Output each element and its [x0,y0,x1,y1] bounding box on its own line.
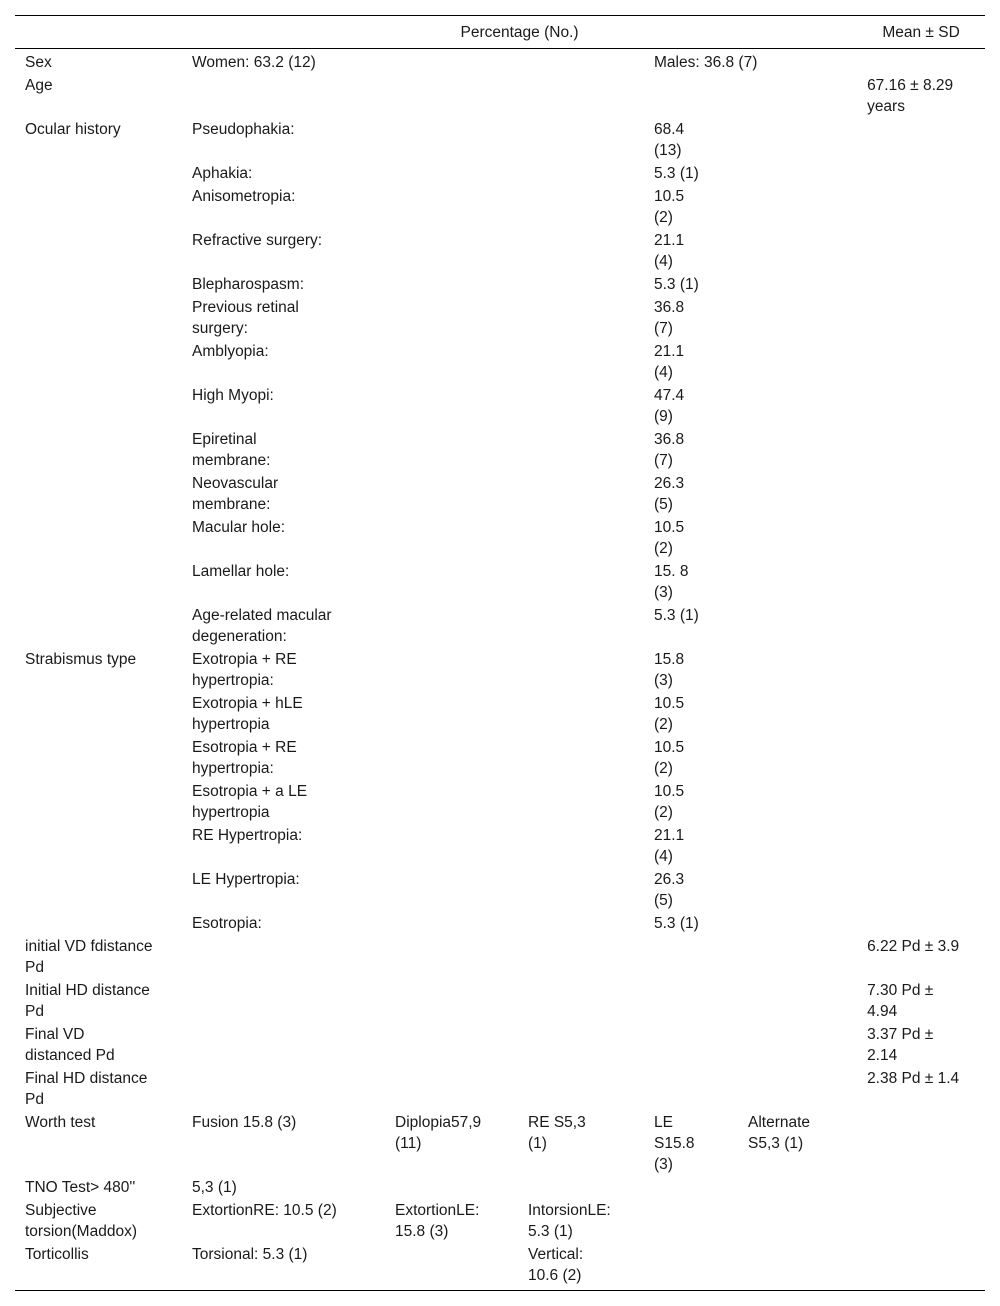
item-name-text: RE Hypertropia: [192,827,303,844]
item-name [182,868,644,912]
table-row-final-hd [15,1067,985,1111]
age-mean-text: 67.16 ± 8.29 years [867,77,954,115]
torsion-ext-le-text: ExtortionLE: 15.8 (3) [395,1202,480,1240]
row-label [15,935,182,979]
item-name [182,648,644,692]
row-label: TNO Test> 480'' [25,1179,136,1196]
empty-cell [738,648,985,692]
item-name-text: Blepharospasm: [192,276,305,293]
header-empty-cell [15,16,182,49]
item-name-text: Amblyopia: [192,343,269,360]
item-value-text: 5.3 (1) [654,915,699,932]
item-name [182,472,644,516]
item-value-text: 10.5 (2) [654,188,685,226]
worth-diplopia-text: Diplopia57,9 (11) [395,1114,482,1152]
item-name [182,692,644,736]
header-mean-sd: Mean ± SD [857,16,985,49]
row-label: Ocular history [25,121,121,138]
final-vd-mean-text: 3.37 Pd ± 2.14 [867,1026,934,1064]
item-value [644,118,738,162]
row-label [15,912,182,935]
row-label: Strabismus type [25,651,137,668]
table-row-strabismus-type [15,736,985,780]
table-row-ocular-history [15,516,985,560]
row-label [15,162,182,185]
final-vd-mean [857,1023,985,1067]
item-value [644,604,738,648]
item-value-text: 36.8 (7) [654,299,685,337]
item-name-text: Esotropia + a LE hypertropia [192,783,308,821]
final-vd-label: Final VD distanced Pd [25,1026,115,1064]
table-row-ocular-history [15,428,985,472]
empty-cell [738,340,985,384]
table-row-final-vd [15,1023,985,1067]
worth-diplopia [385,1111,518,1176]
item-name [182,736,644,780]
item-name-text: Exotropia + hLE hypertropia [192,695,303,733]
sex-males: Males: 36.8 (7) [654,54,758,71]
item-name-text: Refractive surgery: [192,232,323,249]
empty-cell [738,692,985,736]
row-label [15,340,182,384]
table-row-tno [15,1176,985,1199]
item-name [182,118,644,162]
header-percentage: Percentage (No.) [182,16,857,49]
empty-cell [738,273,985,296]
item-name-text: Lamellar hole: [192,563,290,580]
empty-cell [182,74,857,118]
row-label [15,979,182,1023]
table-row-strabismus-type [15,780,985,824]
table-row-torticollis [15,1243,985,1291]
table-row-ocular-history [15,185,985,229]
item-value [644,472,738,516]
final-hd-mean [857,1067,985,1111]
row-label [15,428,182,472]
item-name [182,912,644,935]
empty-cell [182,935,857,979]
item-name [182,384,644,428]
torticollis-vertical-text: Vertical: 10.6 (2) [528,1246,584,1284]
row-label [15,736,182,780]
row-label [15,185,182,229]
item-name [182,824,644,868]
item-value-text: 5.3 (1) [654,607,699,624]
empty-cell [738,780,985,824]
item-name-text: Previous retinal surgery: [192,299,299,337]
item-name [182,162,644,185]
item-name [182,296,644,340]
item-name-text: Aphakia: [192,165,253,182]
item-name-text: Exotropia + RE hypertropia: [192,651,297,689]
item-name [182,604,644,648]
item-name-text: Esotropia + RE hypertropia: [192,739,297,777]
item-name-text: Age-related macular degeneration: [192,607,332,645]
empty-cell [738,736,985,780]
item-value [644,340,738,384]
row-label [15,384,182,428]
final-hd-label: Final HD distance Pd [25,1070,148,1108]
table-row-ocular-history [15,340,985,384]
item-value-text: 21.1 (4) [654,827,685,865]
item-value [644,185,738,229]
item-value-text: 21.1 (4) [654,232,685,270]
item-value-text: 10.5 (2) [654,783,685,821]
patient-characteristics-table [15,15,985,1291]
torsion-int-le-text: IntorsionLE: 5.3 (1) [528,1202,611,1240]
worth-le-s [644,1111,738,1176]
torsion-int-le [518,1199,644,1243]
row-label: Age [25,77,53,94]
torsion-ext-le [385,1199,518,1243]
table-row-strabismus-type [15,692,985,736]
empty-cell [182,1023,857,1067]
item-value-text: 36.8 (7) [654,431,685,469]
item-value [644,868,738,912]
empty-cell [738,604,985,648]
empty-cell [738,428,985,472]
initial-vd-mean-text: 6.22 Pd ± 3.9 [867,938,960,955]
torticollis-vertical [518,1243,644,1291]
empty-cell [738,296,985,340]
empty-cell [738,185,985,229]
table-row-ocular-history [15,118,985,162]
item-name-text: LE Hypertropia: [192,871,300,888]
worth-alternate-text: Alternate S5,3 (1) [748,1114,811,1152]
empty-cell [857,49,985,75]
item-name-text: Esotropia: [192,915,262,932]
item-value [644,428,738,472]
row-label [15,824,182,868]
item-value-text: 15. 8 (3) [654,563,689,601]
item-value [644,648,738,692]
empty-cell [644,1199,985,1243]
worth-alternate [738,1111,857,1176]
item-name [182,428,644,472]
item-name-text: Macular hole: [192,519,286,536]
row-label [15,472,182,516]
table-row-strabismus-type [15,868,985,912]
row-label [15,273,182,296]
item-name [182,185,644,229]
row-label [15,1199,182,1243]
item-name [182,229,644,273]
table-row-ocular-history [15,472,985,516]
table-row-strabismus-type [15,824,985,868]
table-row-initial-vd [15,935,985,979]
table-row-strabismus-type [15,648,985,692]
item-value-text: 5.3 (1) [654,276,699,293]
empty-cell [738,516,985,560]
tno-value: 5,3 (1) [192,1179,237,1196]
item-value-text: 10.5 (2) [654,519,685,557]
item-value-text: 26.3 (5) [654,475,685,513]
item-value-text: 26.3 (5) [654,871,685,909]
row-label [15,296,182,340]
table-row-sex [15,49,985,75]
table-row-worth [15,1111,985,1176]
item-value [644,692,738,736]
row-label [15,229,182,273]
item-name-text: Neovascular membrane: [192,475,279,513]
item-name-text: High Myopi: [192,387,274,404]
torsion-ext-re: ExtortionRE: 10.5 (2) [192,1202,337,1219]
initial-hd-label: Initial HD distance Pd [25,982,150,1020]
row-label [15,692,182,736]
empty-cell [738,912,985,935]
item-name [182,340,644,384]
item-value [644,560,738,604]
row-label: Torticollis [15,1243,182,1291]
table-row-ocular-history [15,296,985,340]
worth-re-s-text: RE S5,3 (1) [528,1114,586,1152]
empty-cell [738,229,985,273]
row-label [15,604,182,648]
empty-cell [738,162,985,185]
table-row-age [15,74,985,118]
table-row-initial-hd [15,979,985,1023]
item-name-text: Epiretinal membrane: [192,431,271,469]
item-value-text: 15.8 (3) [654,651,685,689]
table-row-ocular-history [15,162,985,185]
torsion-label: Subjective torsion(Maddox) [25,1202,137,1240]
sex-women: Women: 63.2 (12) [192,54,316,71]
item-value-text: 5.3 (1) [654,165,699,182]
initial-vd-label: initial VD fdistance Pd [25,938,153,976]
row-label [15,868,182,912]
item-value [644,162,738,185]
item-value [644,912,738,935]
empty-cell [738,560,985,604]
table-row-ocular-history [15,273,985,296]
item-value [644,736,738,780]
empty-cell [182,979,857,1023]
empty-cell [385,1176,985,1199]
final-hd-mean-text: 2.38 Pd ± 1.4 [867,1070,960,1087]
worth-re-s [518,1111,644,1176]
empty-cell [738,384,985,428]
empty-cell [182,1067,857,1111]
item-value [644,229,738,273]
initial-hd-mean-text: 7.30 Pd ± 4.94 [867,982,934,1020]
row-label [15,1067,182,1111]
item-value [644,273,738,296]
row-label: Worth test [25,1114,96,1131]
table-row-ocular-history [15,229,985,273]
item-value-text: 68.4 (13) [654,121,685,159]
table-row-ocular-history [15,384,985,428]
table-body [15,49,985,1291]
item-value-text: 10.5 (2) [654,695,685,733]
item-value-text: 10.5 (2) [654,739,685,777]
item-value [644,296,738,340]
table-row-ocular-history [15,560,985,604]
initial-hd-mean [857,979,985,1023]
table-header [15,16,985,49]
row-label [15,560,182,604]
item-value [644,780,738,824]
torticollis-torsional: Torsional: 5.3 (1) [182,1243,518,1291]
item-value-text: 47.4 (9) [654,387,685,425]
empty-cell [738,118,985,162]
item-value [644,824,738,868]
empty-cell [738,472,985,516]
item-value [644,384,738,428]
item-name [182,273,644,296]
item-name-text: Anisometropia: [192,188,296,205]
row-label [15,516,182,560]
row-label [15,780,182,824]
item-name [182,780,644,824]
row-label [15,1023,182,1067]
item-name [182,560,644,604]
item-value-text: 21.1 (4) [654,343,685,381]
empty-cell [738,824,985,868]
table-row-torsion [15,1199,985,1243]
table-row-ocular-history [15,604,985,648]
empty-cell [738,868,985,912]
item-value [644,516,738,560]
empty-cell [857,1111,985,1176]
initial-vd-mean [857,935,985,979]
item-name [182,516,644,560]
empty-cell [644,1243,985,1291]
age-mean [857,74,985,118]
worth-le-s-text: LE S15.8 (3) [654,1114,695,1173]
worth-fusion: Fusion 15.8 (3) [192,1114,297,1131]
table-row-strabismus-type [15,912,985,935]
row-label: Sex [25,54,52,71]
item-name-text: Pseudophakia: [192,121,295,138]
